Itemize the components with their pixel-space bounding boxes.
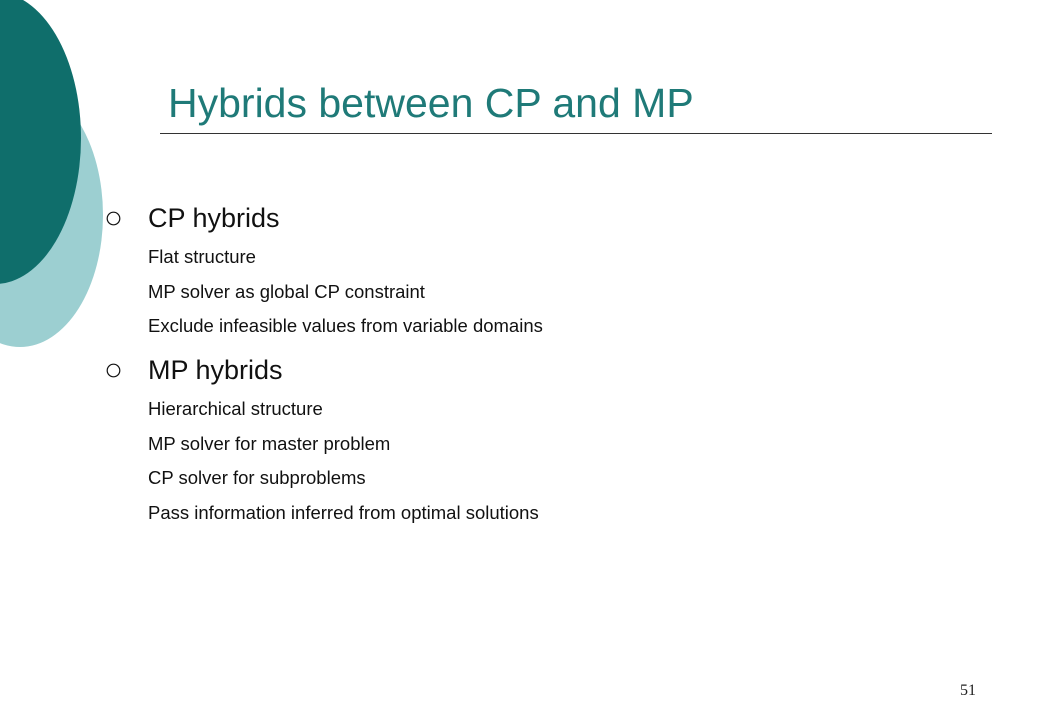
list-item: Pass information inferred from optimal solutions: [148, 501, 539, 523]
list-item: Flat structure: [148, 246, 256, 267]
list-item: MP solver for master problem: [148, 432, 391, 454]
list-item: MP solver as global CP constraint: [148, 280, 425, 302]
sub-bullet-list: [148, 240, 543, 344]
slide-title: Hybrids between CP and MP: [168, 80, 694, 126]
list-item: Hierarchical structure: [148, 398, 323, 419]
list-item: CP solver for subproblems: [148, 467, 366, 488]
hollow-circle-icon: [106, 363, 121, 378]
slide-number: 51: [960, 682, 976, 699]
section-heading: MP hybrids: [148, 355, 283, 385]
section-heading: CP hybrids: [148, 203, 280, 233]
sub-bullet-list: [148, 392, 539, 530]
hollow-circle-icon: [106, 211, 121, 226]
list-item: Exclude infeasible values from variable domains: [148, 315, 543, 336]
